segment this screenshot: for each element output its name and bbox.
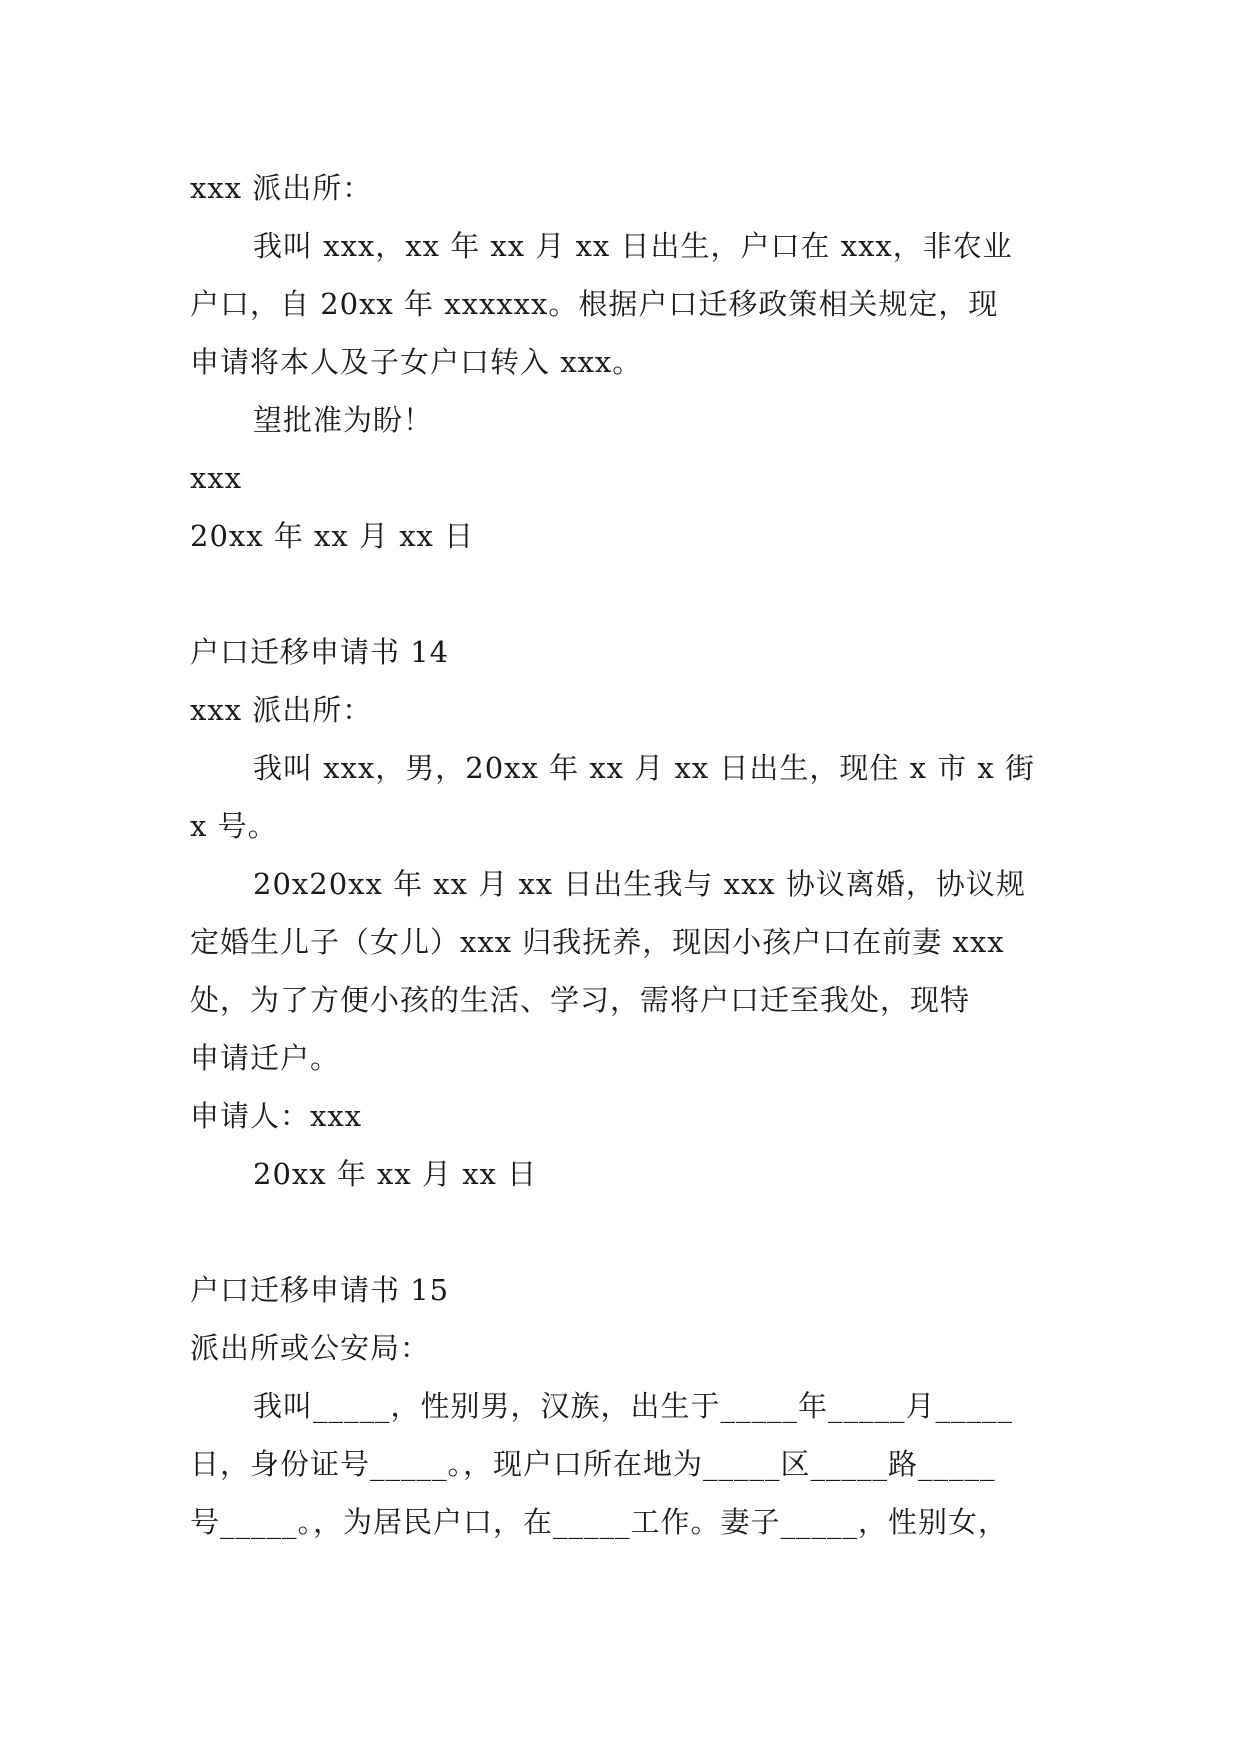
section-heading: 户口迁移申请书 14: [190, 635, 450, 669]
body-line: 申请将本人及子女户口转入 xxx。: [190, 345, 643, 379]
body-line: 20x20xx 年 xx 月 xx 日出生我与 xxx 协议离婚，协议规: [253, 867, 1026, 901]
signature-line: xxx: [190, 461, 243, 495]
applicant-line: 申请人：xxx: [190, 1099, 363, 1133]
body-line: 处，为了方便小孩的生活、学习，需将户口迁至我处，现特: [190, 983, 971, 1017]
body-line: 定婚生儿子（女儿）xxx 归我抚养，现因小孩户口在前妻 xxx: [190, 925, 1005, 959]
body-line: 申请迁户。: [190, 1041, 341, 1075]
section-heading: 户口迁移申请书 15: [190, 1273, 450, 1307]
body-line: 日，身份证号_____。，现户口所在地为_____区_____路_____: [190, 1447, 996, 1481]
body-line: 我叫 xxx，男，20xx 年 xx 月 xx 日出生，现住 x 市 x 街: [253, 751, 1035, 785]
salutation-line: xxx 派出所：: [190, 693, 373, 727]
date-line: 20xx 年 xx 月 xx 日: [253, 1157, 538, 1191]
body-line: 号_____。，为居民户口，在_____工作。妻子_____，性别女，: [190, 1505, 1009, 1539]
salutation-line: xxx 派出所：: [190, 171, 373, 205]
body-line: 户口，自 20xx 年 xxxxxx。根据户口迁移政策相关规定，现: [190, 287, 999, 321]
body-line: 我叫_____，性别男，汉族，出生于_____年_____月_____: [253, 1389, 1014, 1423]
date-line: 20xx 年 xx 月 xx 日: [190, 519, 475, 553]
closing-line: 望批准为盼！: [253, 403, 434, 437]
body-line: x 号。: [190, 809, 278, 843]
salutation-line: 派出所或公安局：: [190, 1331, 431, 1365]
body-line: 我叫 xxx，xx 年 xx 月 xx 日出生，户口在 xxx，非农业: [253, 229, 1013, 263]
